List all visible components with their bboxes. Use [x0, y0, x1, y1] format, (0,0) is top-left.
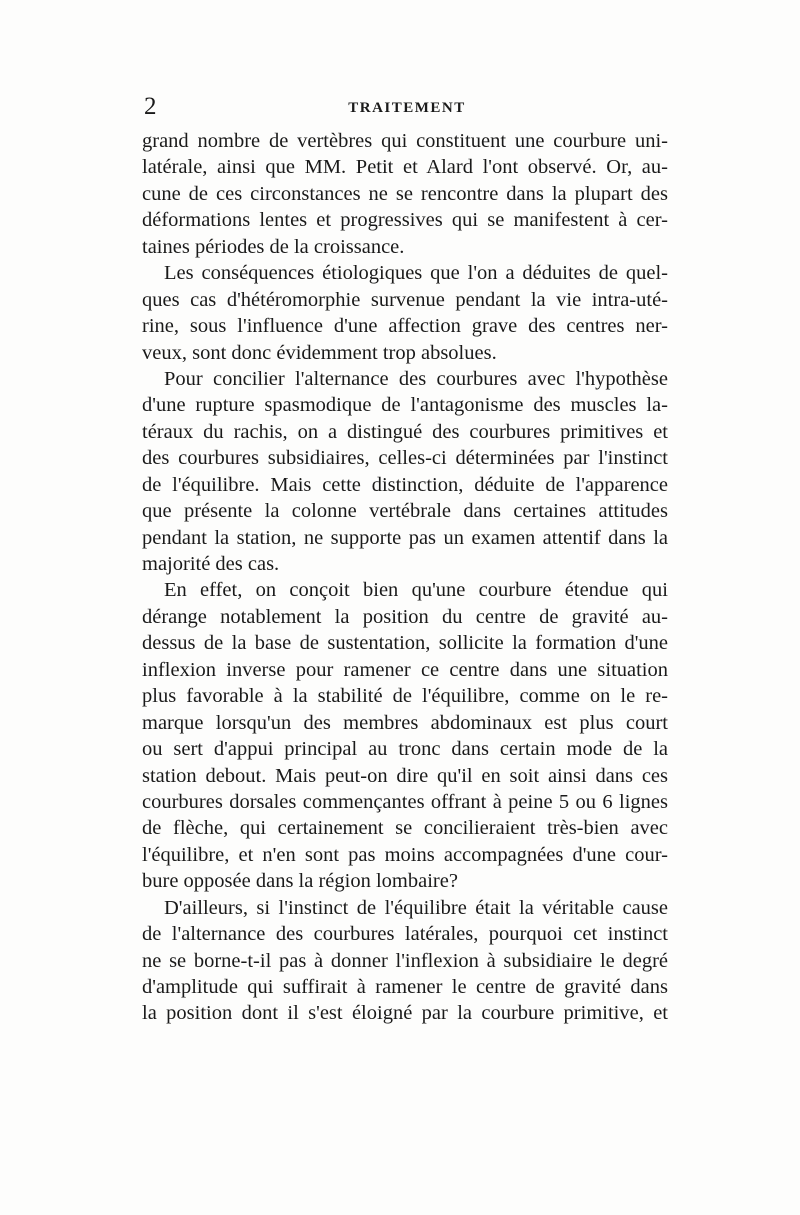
body-text: [142, 128, 668, 1027]
text-line: D'ailleurs, si l'instinct de l'équilibre était la véritable cause: [164, 896, 668, 919]
text-line: rine, sous l'influence d'une affection grave des centres ner-: [142, 315, 668, 338]
text-line: cune de ces circonstances ne se rencontre dans la plupart des: [142, 182, 668, 205]
text-line: d'une rupture spasmodique de l'antagonisme des muscles la-: [142, 394, 668, 417]
text-line: plus favorable à la stabilité de l'équilibre, comme on le re-: [142, 685, 668, 708]
text-line: En effet, on conçoit bien qu'une courbure étendue qui: [164, 579, 668, 602]
text-line: marque lorsqu'un des membres abdominaux est plus court: [142, 711, 668, 734]
text-line: station debout. Mais peut-on dire qu'il en soit ainsi dans ces: [142, 764, 668, 787]
text-line: d'amplitude qui suffirait à ramener le centre de gravité dans: [142, 976, 668, 998]
text-line: ques cas d'hétéromorphie survenue pendant la vie intra-uté-: [142, 288, 668, 311]
text-line: Les conséquences étiologiques que l'on a déduites de quel-: [164, 262, 668, 285]
page-number: 2: [144, 93, 157, 120]
text-line: dessus de la base de sustentation, sollicite la formation d'une: [142, 632, 668, 655]
text-line: ne se borne-t-il pas à donner l'inflexion à subsidiaire le degré: [142, 949, 668, 972]
page-header: [142, 92, 672, 126]
text-line: dérange notablement la position du centre de gravité au-: [142, 605, 668, 628]
text-line: de flèche, qui certainement se concilieraient très-bien avec: [142, 817, 668, 840]
text-line: de l'alternance des courbures latérales, pourquoi cet instinct: [142, 923, 668, 946]
text-line: taines périodes de la croissance.: [142, 235, 405, 258]
text-line: que présente la colonne vertébrale dans certaines attitudes: [142, 500, 668, 523]
running-head: TRAITEMENT: [348, 100, 466, 116]
text-line: l'équilibre, et n'en sont pas moins accompagnées d'une cour-: [142, 843, 668, 866]
text-line: veux, sont donc évidemment trop absolues.: [142, 341, 497, 364]
text-line: des courbures subsidiaires, celles-ci déterminées par l'instinct: [142, 447, 668, 470]
text-line: bure opposée dans la région lombaire?: [142, 870, 458, 893]
text-line: téraux du rachis, on a distingué des courbures primitives et: [142, 420, 668, 443]
text-line: grand nombre de vertèbres qui constituent une courbure uni-: [142, 130, 668, 152]
text-line: courbures dorsales commençantes offrant à peine 5 ou 6 lignes: [142, 790, 668, 813]
text-line: Pour concilier l'alternance des courbures avec l'hypothèse: [164, 367, 668, 390]
text-line: inflexion inverse pour ramener ce centre dans une situation: [142, 658, 668, 681]
text-line: majorité des cas.: [142, 553, 280, 575]
text-line: déformations lentes et progressives qui se manifestent à cer-: [142, 209, 668, 232]
text-line: latérale, ainsi que MM. Petit et Alard l'ont observé. Or, au-: [142, 156, 668, 179]
text-line: de l'équilibre. Mais cette distinction, déduite de l'apparence: [142, 473, 668, 496]
text-line: ou sert d'appui principal au tronc dans certain mode de la: [142, 738, 668, 761]
text-line: la position dont il s'est éloigné par la courbure primitive, et: [142, 1002, 668, 1025]
text-line: pendant la station, ne supporte pas un examen attentif dans la: [142, 526, 668, 549]
